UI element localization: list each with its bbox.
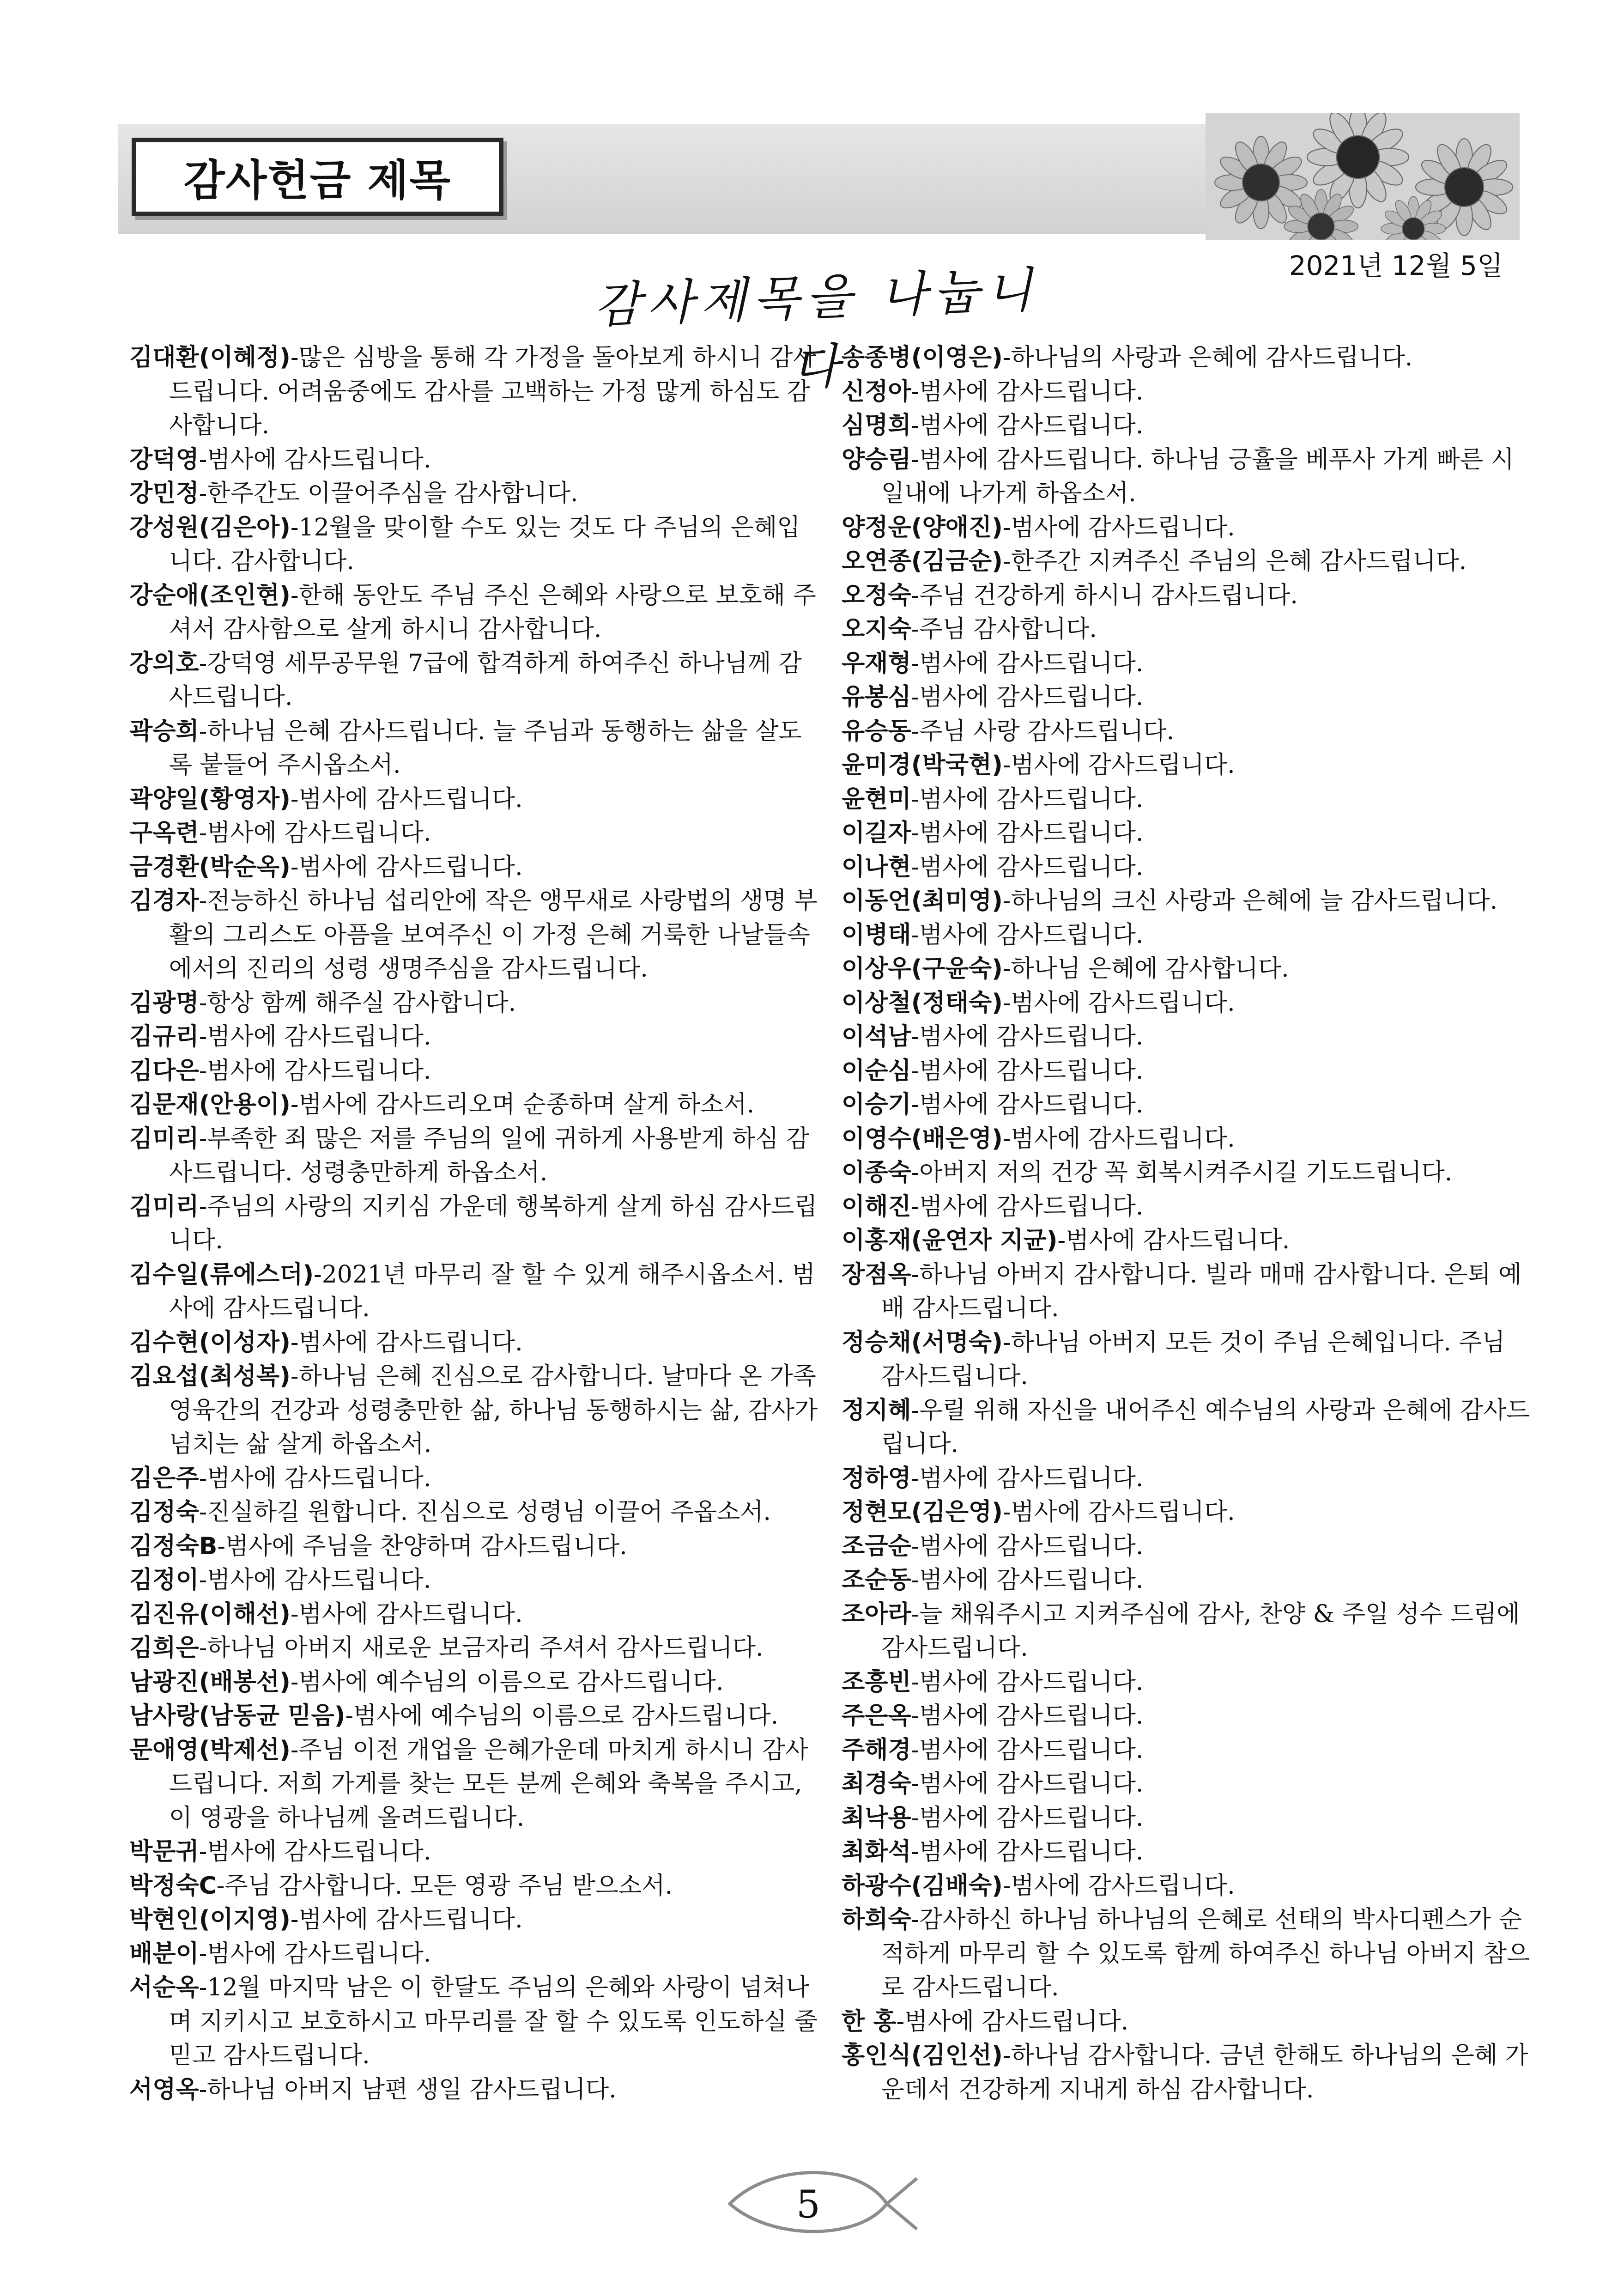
entry-text: -범사에 감사드립니다.	[911, 683, 1144, 711]
entry-name: 박현인(이지영)	[129, 1906, 291, 1933]
entry-text: -주님의 사랑의 지키심 가운데 행복하게 살게 하심 감사드립니다.	[169, 1192, 818, 1254]
entry-text: -범사에 감사드립니다.	[290, 853, 523, 881]
entry-name: 배분이	[129, 1939, 199, 1968]
entry-name: 김진유(이해선)	[129, 1600, 291, 1628]
entry	[842, 1088, 1534, 1122]
entry-name: 조흥빈	[842, 1668, 911, 1696]
entry-name: 최경숙	[842, 1770, 911, 1798]
entry-name: 이동언(최미영)	[842, 887, 1003, 915]
entry-text: -범사에 감사드립니다.	[911, 1668, 1144, 1696]
entry-text: -범사에 감사드립니다.	[896, 2007, 1129, 2036]
entry-text: -한주간도 이끌어주심을 감사합니다.	[199, 480, 578, 507]
entry-name: 신정아	[842, 377, 911, 406]
entry-name: 강민정	[129, 480, 199, 507]
entry-name: 김다은	[129, 1057, 199, 1085]
entry-text: -범사에 감사드립니다.	[911, 785, 1144, 813]
entry-name: 서순옥	[129, 1974, 199, 2001]
entry	[842, 2039, 1534, 2107]
entry-name: 김수일(류에스더)	[129, 1260, 314, 1289]
entry-name: 문애영(박제선)	[129, 1736, 291, 1764]
entry-text: -범사에 감사드립니다.	[1002, 1125, 1235, 1153]
entry	[129, 1835, 822, 1869]
entry-text: -범사에 감사드립니다.	[1002, 989, 1235, 1017]
entry-name: 곽승희	[129, 717, 199, 745]
entry-name: 이상우(구윤숙)	[842, 955, 1003, 983]
entry-name: 금경환(박순옥)	[129, 853, 291, 881]
entry-text: -범사에 감사드립니다.	[1002, 1498, 1235, 1526]
entry-name: 유승동	[842, 717, 911, 745]
entry-text: -범사에 예수님의 이름으로 감사드립니다.	[345, 1702, 779, 1730]
entry-name: 오연종(김금순)	[842, 547, 1003, 575]
entry	[129, 1869, 822, 1903]
entry-text: -범사에 감사드립니다.	[911, 1091, 1144, 1119]
entry	[842, 579, 1534, 613]
left-column	[129, 341, 822, 2107]
entry-text: -범사에 감사드립니다.	[911, 1804, 1144, 1832]
title-box	[132, 138, 503, 216]
entry-text: -감사하신 하나님 하나님의 은혜로 선태의 박사디펜스가 순적하게 마무리 할 수 있도록 함께 하여주신 하나님 아버지 참으로 감사드립니다.	[881, 1906, 1530, 2001]
entry-text: -범사에 감사드립니다.	[911, 1057, 1144, 1085]
entry-text: -범사에 감사드립니다.	[911, 1192, 1144, 1221]
entry-text: -범사에 감사드립니다.	[911, 819, 1144, 847]
entry-text: -하나님 은혜 진심으로 감사합니다. 날마다 온 가족 영육간의 건강과 성령충만한 삶, 하나님 동행하시는 삶, 감사가 넘치는 삶 살게 하옵소서.	[169, 1362, 818, 1458]
entry	[129, 715, 822, 783]
entry	[842, 375, 1534, 409]
entry	[842, 816, 1534, 851]
entry-name: 이영수(배은영)	[842, 1125, 1003, 1153]
entry-text: -범사에 주님을 찬양하며 감사드립니다.	[217, 1532, 627, 1560]
entry	[842, 1598, 1534, 1666]
entry-name: 홍인식(김인선)	[842, 2042, 1003, 2069]
entry-text: -주님 사랑 감사드립니다.	[911, 717, 1175, 745]
entry-name: 주은옥	[842, 1702, 911, 1730]
entry-text: -범사에 감사드립니다.	[911, 1770, 1144, 1798]
entry	[129, 1122, 822, 1190]
entry-text: -범사에 감사드립니다.	[911, 1023, 1144, 1051]
entry-name: 심명희	[842, 412, 911, 439]
entry-text: -늘 채워주시고 지켜주심에 감사, 찬양 & 주일 성수 드림에 감사드립니다.	[881, 1600, 1520, 1662]
entry-name: 구옥련	[129, 819, 199, 847]
entry-name: 강덕영	[129, 445, 199, 474]
entry	[842, 1835, 1534, 1869]
entry-text: -12월 마지막 남은 이 한달도 주님의 은혜와 사랑이 넘쳐나며 지키시고 보호하시고 마무리를 잘 할 수 있도록 인도하실 줄 믿고 감사드립니다.	[169, 1974, 818, 2069]
entry-name: 이홍재(윤연자 지균)	[842, 1227, 1058, 1254]
entry-name: 박문귀	[129, 1838, 199, 1866]
entry-name: 정현모(김은영)	[842, 1498, 1003, 1526]
entry-text: -하나님 은혜에 감사합니다.	[1002, 955, 1289, 983]
entry	[129, 1937, 822, 1971]
entry-text: -범사에 감사드립니다.	[290, 1328, 523, 1356]
entry	[129, 2073, 822, 2107]
entry-text: -범사에 감사드립니다.	[199, 445, 431, 474]
entry-text: -범사에 감사드립니다. 하나님 긍휼을 베푸사 가게 빠른 시일내에 나가게 하옵소서.	[881, 445, 1514, 507]
entry-text: -범사에 감사드립니다.	[1002, 1872, 1235, 1900]
entry-name: 김경자	[129, 887, 199, 915]
entry-name: 조아라	[842, 1600, 911, 1628]
entry-name: 김정이	[129, 1566, 199, 1594]
entry-text: -범사에 감사드립니다.	[911, 1464, 1144, 1492]
entry	[129, 1733, 822, 1836]
entry	[842, 1869, 1534, 1903]
entry	[842, 1190, 1534, 1224]
entry-text: -범사에 감사드립니다.	[1002, 751, 1235, 779]
entry-name: 김미리	[129, 1125, 199, 1153]
entry	[842, 1767, 1534, 1801]
entry-name: 이길자	[842, 819, 911, 847]
entry-name: 최낙용	[842, 1804, 911, 1832]
entry-name: 우재형	[842, 649, 911, 677]
entry-name: 이상철(정태숙)	[842, 989, 1003, 1017]
entry-text: -하나님의 사랑과 은혜에 감사드립니다.	[1002, 344, 1413, 371]
entry	[842, 681, 1534, 715]
entry-name: 김규리	[129, 1023, 199, 1051]
entry-name: 곽양일(황영자)	[129, 785, 291, 813]
entry	[129, 1496, 822, 1530]
entry	[842, 511, 1534, 545]
entry-text: -주님 건강하게 하시니 감사드립니다.	[911, 581, 1298, 609]
entry-text: -범사에 감사드립니다.	[199, 1464, 431, 1492]
entry-name: 박정숙C	[129, 1872, 217, 1900]
entry	[129, 1563, 822, 1598]
entry	[129, 1088, 822, 1122]
right-column	[842, 341, 1534, 2107]
entry-name: 주해경	[842, 1736, 911, 1764]
entry	[129, 1530, 822, 1564]
entry	[842, 1903, 1534, 2005]
entry	[129, 341, 822, 443]
page-number-fish-icon	[721, 2153, 924, 2245]
entry	[129, 1326, 822, 1360]
entry	[842, 986, 1534, 1021]
entry-name: 장점옥	[842, 1260, 911, 1289]
entry-name: 오지숙	[842, 615, 911, 643]
entry-name: 김미리	[129, 1192, 199, 1221]
entry-name: 윤현미	[842, 785, 911, 813]
sunflower-image	[1206, 113, 1520, 240]
entry-name: 김요섭(최성복)	[129, 1362, 291, 1390]
entry	[129, 1360, 822, 1462]
entry	[129, 477, 822, 511]
entry-text: -강덕영 세무공무원 7급에 합격하게 하여주신 하나님께 감사드립니다.	[169, 649, 802, 711]
entry-text: -범사에 감사드립니다.	[1002, 513, 1235, 541]
entry-text: -범사에 감사드립니다.	[911, 1736, 1144, 1764]
entry-name: 김정숙	[129, 1498, 199, 1526]
entry-text: -범사에 감사드립니다.	[911, 1702, 1144, 1730]
entry-text: -12월을 맞이할 수도 있는 것도 다 주님의 은혜입니다. 감사합니다.	[169, 513, 800, 575]
entry	[842, 1563, 1534, 1598]
entry-name: 이해진	[842, 1192, 911, 1221]
entry	[129, 647, 822, 715]
entry-name: 하광수(김배숙)	[842, 1872, 1003, 1900]
entry-name: 강성원(김은아)	[129, 513, 291, 541]
entry-text: -범사에 감사드립니다.	[199, 1023, 431, 1051]
entry	[842, 851, 1534, 885]
entry	[842, 715, 1534, 749]
entry	[842, 545, 1534, 579]
entry-name: 강의호	[129, 649, 199, 677]
entry-name: 김수현(이성자)	[129, 1328, 291, 1356]
entry-name: 유봉심	[842, 683, 911, 711]
entry-text: -하나님 감사합니다. 금년 한해도 하나님의 은혜 가운데서 건강하게 지내게 하심 감사합니다.	[881, 2042, 1528, 2104]
entry-text: -우릴 위해 자신을 내어주신 예수님의 사랑과 은혜에 감사드립니다.	[881, 1396, 1530, 1458]
entry-name: 한 홍	[842, 2007, 897, 2036]
entry-name: 양정운(양애진)	[842, 513, 1003, 541]
entry	[129, 443, 822, 477]
entry	[842, 783, 1534, 817]
entry	[842, 918, 1534, 953]
entry-name: 이순심	[842, 1057, 911, 1085]
entry-text: -범사에 감사드립니다.	[199, 819, 431, 847]
entry	[842, 1530, 1534, 1564]
entry-text: -범사에 감사드립니다.	[911, 649, 1144, 677]
section-heading: 감사제목을 나눕니다	[593, 261, 1040, 396]
entry	[129, 816, 822, 851]
entry-name: 이석남	[842, 1023, 911, 1051]
entry	[129, 1258, 822, 1326]
entry-name: 김대환(이혜정)	[129, 344, 291, 371]
entry-text: -범사에 감사드립니다.	[199, 1939, 431, 1968]
entry-text: -하나님 은혜 감사드립니다. 늘 주님과 동행하는 삶을 살도록 붙들어 주시옵소서.	[169, 717, 802, 779]
entry-name: 정승채(서명숙)	[842, 1328, 1003, 1356]
entry-text: -범사에 감사드립니다.	[911, 1566, 1144, 1594]
entry-text: -하나님 아버지 남편 생일 감사드립니다.	[199, 2075, 617, 2104]
entry-text: -부족한 죄 많은 저를 주님의 일에 귀하게 사용받게 하심 감사드립니다. 성령충만하게 하옵소서.	[169, 1125, 810, 1186]
entry	[842, 647, 1534, 681]
entry-name: 남사랑(남동균 믿음)	[129, 1702, 345, 1730]
entry-text: -한해 동안도 주님 주신 은혜와 사랑으로 보호해 주셔서 감사함으로 살게 하시니 감사합니다.	[169, 581, 816, 643]
entry-name: 남광진(배봉선)	[129, 1668, 291, 1696]
entry-name: 정지혜	[842, 1396, 911, 1424]
entry-name: 하희숙	[842, 1906, 911, 1933]
entry	[129, 851, 822, 885]
entry-text: -범사에 감사드립니다.	[199, 1057, 431, 1085]
entry-name: 조금순	[842, 1532, 911, 1560]
entry-text: -범사에 감사드립니다.	[199, 1566, 431, 1594]
entry	[842, 1258, 1534, 1326]
entry-text: -하나님 아버지 모든 것이 주님 은혜입니다. 주님 감사드립니다.	[881, 1328, 1505, 1390]
entry	[129, 579, 822, 647]
entry	[842, 1496, 1534, 1530]
entry	[842, 341, 1534, 375]
entry	[842, 1801, 1534, 1836]
entry-name: 최화석	[842, 1838, 911, 1866]
entry	[842, 1394, 1534, 1462]
entry	[842, 952, 1534, 986]
entry-text: -범사에 감사드립니다.	[911, 1532, 1144, 1560]
entry	[842, 1122, 1534, 1156]
entry-name: 조순동	[842, 1566, 911, 1594]
entry-text: -아버지 저의 건강 꼭 회복시켜주시길 기도드립니다.	[911, 1159, 1453, 1186]
entry-text: -2021년 마무리 잘 할 수 있게 해주시옵소서. 범사에 감사드립니다.	[169, 1260, 816, 1322]
entry	[129, 1631, 822, 1666]
entry-text: -범사에 감사드립니다.	[911, 412, 1144, 439]
entry	[842, 884, 1534, 918]
entry-name: 이나현	[842, 853, 911, 881]
entry	[842, 1462, 1534, 1496]
entry	[129, 1190, 822, 1258]
entry-name: 김광명	[129, 989, 199, 1017]
entry	[842, 1326, 1534, 1394]
entry	[842, 748, 1534, 783]
entry-name: 오정숙	[842, 581, 911, 609]
entry-text: -한주간 지켜주신 주님의 은혜 감사드립니다.	[1002, 547, 1467, 575]
entry	[129, 1020, 822, 1054]
entry	[842, 2005, 1534, 2039]
entry	[842, 1054, 1534, 1088]
entry-text: -주님 감사합니다.	[911, 615, 1097, 643]
entry-name: 서영옥	[129, 2075, 199, 2104]
entry-name: 김문재(안용이)	[129, 1091, 291, 1119]
entry	[129, 884, 822, 986]
entry-text: -범사에 감사드립니다.	[911, 853, 1144, 881]
entry	[129, 1462, 822, 1496]
entry-text: -많은 심방을 통해 각 가정을 돌아보게 하시니 감사드립니다. 어려움중에도 감사를 고백하는 가정 많게 하심도 감사합니다.	[169, 344, 816, 439]
entry-text: -주님 감사합니다. 모든 영광 주님 받으소서.	[216, 1872, 673, 1900]
entry-text: -항상 함께 해주실 감사합니다.	[199, 989, 516, 1017]
entry	[842, 1224, 1534, 1258]
entry	[842, 1733, 1534, 1768]
entry-text: -하나님의 크신 사랑과 은혜에 늘 감사드립니다.	[1002, 887, 1498, 915]
entry	[842, 1156, 1534, 1190]
entry-text: -범사에 감사드립니다.	[911, 921, 1144, 949]
page-title: 감사헌금 제목	[183, 156, 452, 205]
entry-text: -하나님 아버지 감사합니다. 빌라 매매 감사합니다. 은퇴 예배 감사드립니다.	[881, 1260, 1522, 1322]
entry	[129, 511, 822, 579]
entry-text: -범사에 감사드리오며 순종하며 살게 하소서.	[290, 1091, 755, 1119]
entry	[842, 1666, 1534, 1700]
page-number: 5	[796, 2183, 821, 2227]
entry-name: 김희은	[129, 1634, 199, 1662]
entry	[129, 1903, 822, 1937]
entry-name: 양승림	[842, 445, 911, 474]
entry-text: -하나님 아버지 새로운 보금자리 주셔서 감사드립니다.	[199, 1634, 764, 1662]
entry-name: 윤미경(박국현)	[842, 751, 1003, 779]
entry-name: 김은주	[129, 1464, 199, 1492]
entry	[129, 1699, 822, 1733]
entry	[842, 613, 1534, 647]
date: 2021년 12월 5일	[1289, 250, 1503, 281]
entry-text: -범사에 감사드립니다.	[290, 1600, 523, 1628]
entry-name: 이승기	[842, 1091, 911, 1119]
entry	[842, 1020, 1534, 1054]
entry-text: -범사에 감사드립니다.	[911, 1838, 1144, 1866]
entry	[842, 443, 1534, 511]
entry-text: -범사에 감사드립니다.	[1057, 1227, 1290, 1254]
entry	[129, 1054, 822, 1088]
entry-text: -진실하길 원합니다. 진심으로 성령님 이끌어 주옵소서.	[199, 1498, 771, 1526]
entry-name: 이종숙	[842, 1159, 911, 1186]
entry-text: -범사에 감사드립니다.	[290, 1906, 523, 1933]
entry	[129, 1666, 822, 1700]
entry-name: 정하영	[842, 1464, 911, 1492]
entry-text: -주님 이전 개업을 은혜가운데 마치게 하시니 감사드립니다. 저희 가게를 찾는 모든 분께 은혜와 축복을 주시고, 이 영광을 하나님께 올려드립니다.	[169, 1736, 809, 1832]
entry-text: -전능하신 하나님 섭리안에 작은 앵무새로 사랑법의 생명 부활의 그리스도 아픔을 보여주신 이 가정 은혜 거룩한 나날들속에서의 진리의 성령 생명주심을 감사드립니다.	[169, 887, 818, 983]
entry-name: 김정숙B	[129, 1532, 218, 1560]
entry-text: -범사에 감사드립니다.	[290, 785, 523, 813]
entry	[129, 783, 822, 817]
entry-name: 송종병(이영은)	[842, 344, 1003, 371]
entry	[129, 986, 822, 1021]
entry	[842, 409, 1534, 443]
entry-name: 이병태	[842, 921, 911, 949]
entry	[129, 1598, 822, 1632]
entry-name: 강순애(조인현)	[129, 581, 291, 609]
entry-text: -범사에 예수님의 이름으로 감사드립니다.	[290, 1668, 724, 1696]
entry	[129, 1971, 822, 2073]
entry-text: -범사에 감사드립니다.	[199, 1838, 431, 1866]
entry	[842, 1699, 1534, 1733]
entry-text: -범사에 감사드립니다.	[911, 377, 1144, 406]
